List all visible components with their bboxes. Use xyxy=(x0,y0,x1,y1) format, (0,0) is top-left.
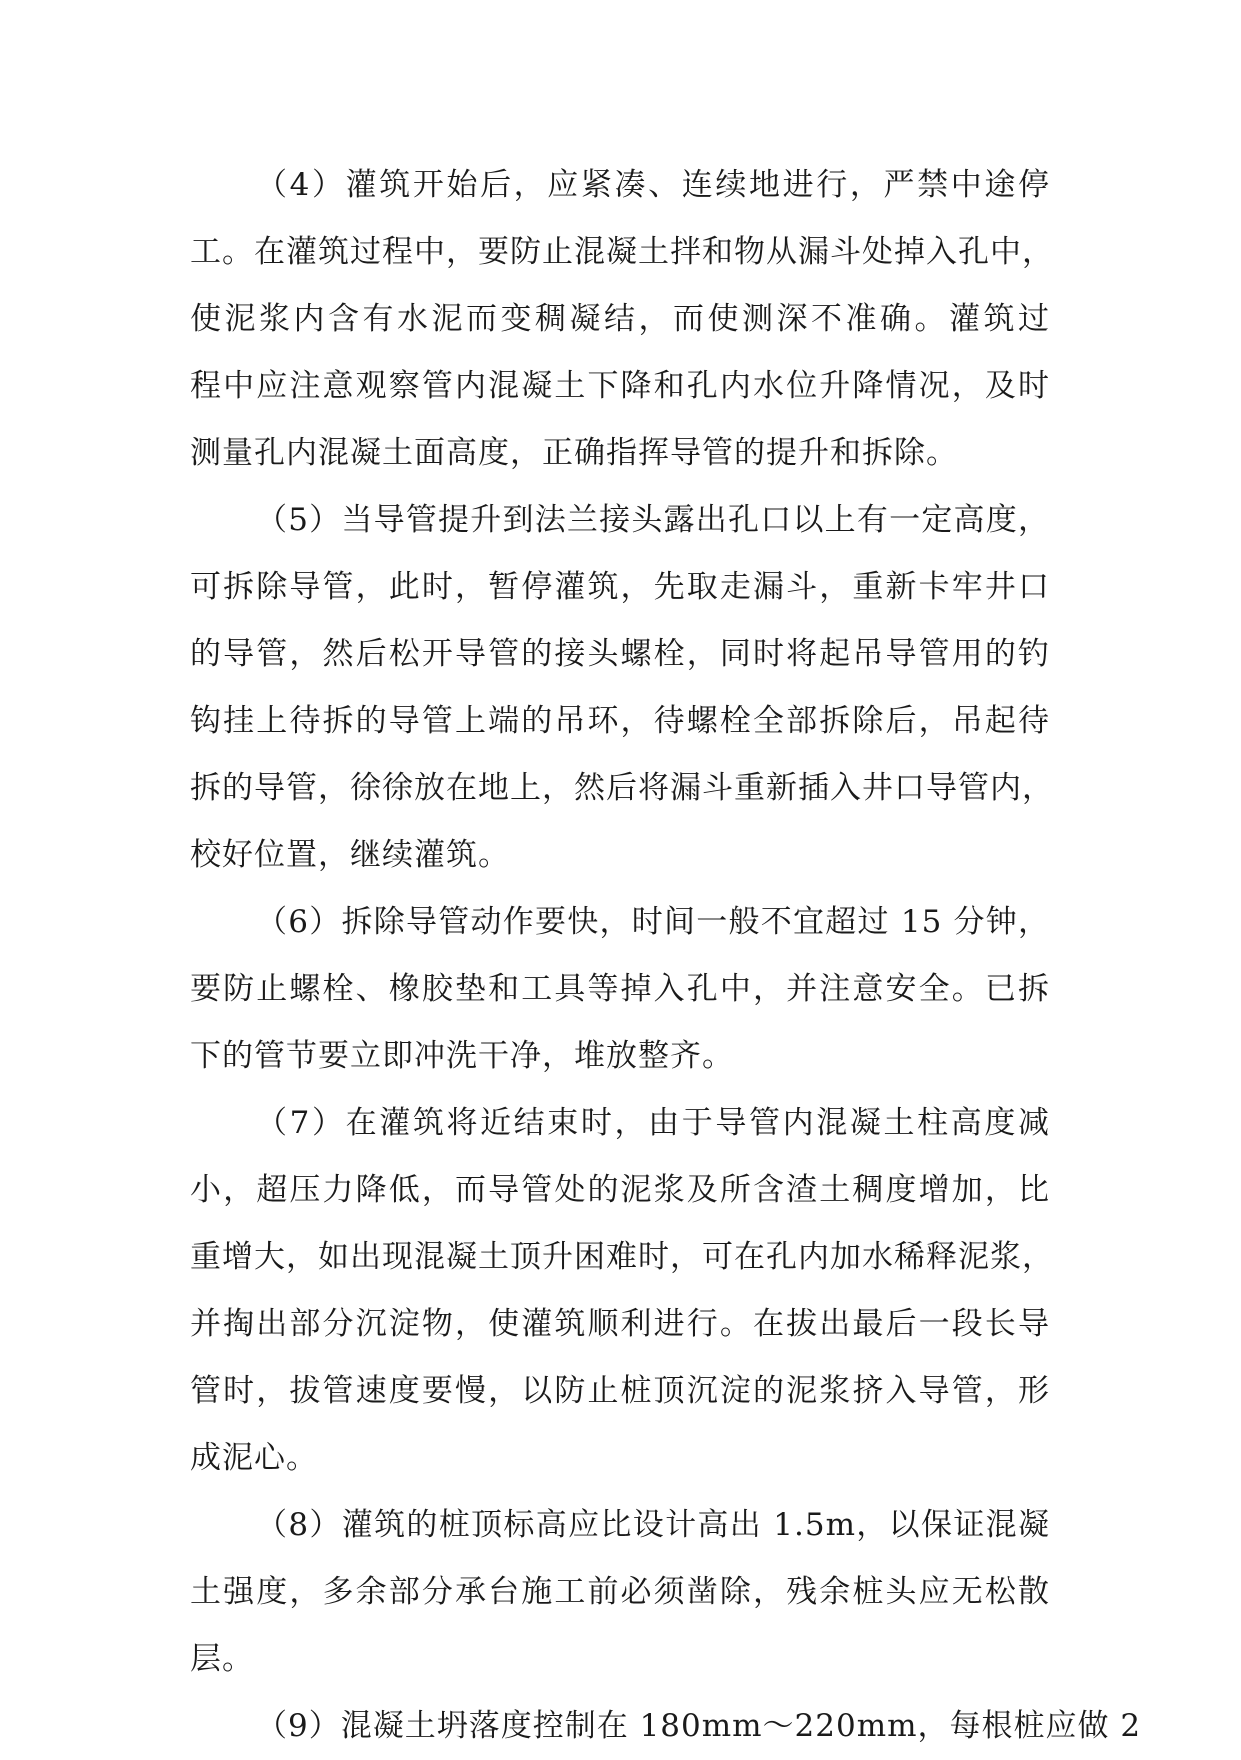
paragraph-4-line-2: 工。在灌筑过程中，要防止混凝土拌和物从漏斗处掉入孔中， xyxy=(190,234,1054,270)
paragraph-7-line-3: 重增大，如出现混凝土顶升困难时，可在孔内加水稀释泥浆， xyxy=(190,1239,1054,1275)
paragraph-8-line-1: （8）灌筑的桩顶标高应比设计高出 1.5m，以保证混凝 xyxy=(256,1507,1050,1543)
paragraph-4-line-5: 测量孔内混凝土面高度，正确指挥导管的提升和拆除。 xyxy=(190,435,958,471)
paragraph-5-line-6: 校好位置，继续灌筑。 xyxy=(190,837,510,873)
paragraph-8-line-3: 层。 xyxy=(190,1641,254,1677)
paragraph-4-line-1: （4）灌筑开始后，应紧凑、连续地进行，严禁中途停 xyxy=(256,167,1050,203)
paragraph-5-line-5: 拆的导管，徐徐放在地上，然后将漏斗重新插入井口导管内， xyxy=(190,770,1054,806)
paragraph-7-line-5: 管时，拔管速度要慢，以防止桩顶沉淀的泥浆挤入导管，形 xyxy=(190,1373,1050,1409)
paragraph-6-line-1: （6）拆除导管动作要快，时间一般不宜超过 15 分钟， xyxy=(256,904,1050,940)
paragraph-7-line-2: 小，超压力降低，而导管处的泥浆及所含渣土稠度增加，比 xyxy=(190,1172,1050,1208)
paragraph-6-line-3: 下的管节要立即冲洗干净，堆放整齐。 xyxy=(190,1038,734,1074)
paragraph-9-line-1: （9）混凝土坍落度控制在 180mm～220mm，每根桩应做 2 xyxy=(256,1708,1142,1744)
paragraph-8-line-2: 土强度，多余部分承台施工前必须凿除，残余桩头应无松散 xyxy=(190,1574,1050,1610)
paragraph-5-line-2: 可拆除导管，此时，暂停灌筑，先取走漏斗，重新卡牢井口 xyxy=(190,569,1050,605)
paragraph-5-line-3: 的导管，然后松开导管的接头螺栓，同时将起吊导管用的钓 xyxy=(190,636,1050,672)
paragraph-7-line-4: 并掏出部分沉淀物，使灌筑顺利进行。在拔出最后一段长导 xyxy=(190,1306,1050,1342)
paragraph-4-line-3: 使泥浆内含有水泥而变稠凝结，而使测深不准确。灌筑过 xyxy=(190,301,1050,337)
paragraph-4-line-4: 程中应注意观察管内混凝土下降和孔内水位升降情况，及时 xyxy=(190,368,1050,404)
document-body xyxy=(190,152,1142,1760)
paragraph-7-line-6: 成泥心。 xyxy=(190,1440,318,1476)
paragraph-6-line-2: 要防止螺栓、橡胶垫和工具等掉入孔中，并注意安全。已拆 xyxy=(190,971,1050,1007)
paragraph-5-line-1: （5）当导管提升到法兰接头露出孔口以上有一定高度， xyxy=(256,502,1050,538)
paragraph-5-line-4: 钩挂上待拆的导管上端的吊环，待螺栓全部拆除后，吊起待 xyxy=(190,703,1050,739)
paragraph-7-line-1: （7）在灌筑将近结束时，由于导管内混凝土柱高度减 xyxy=(256,1105,1050,1141)
